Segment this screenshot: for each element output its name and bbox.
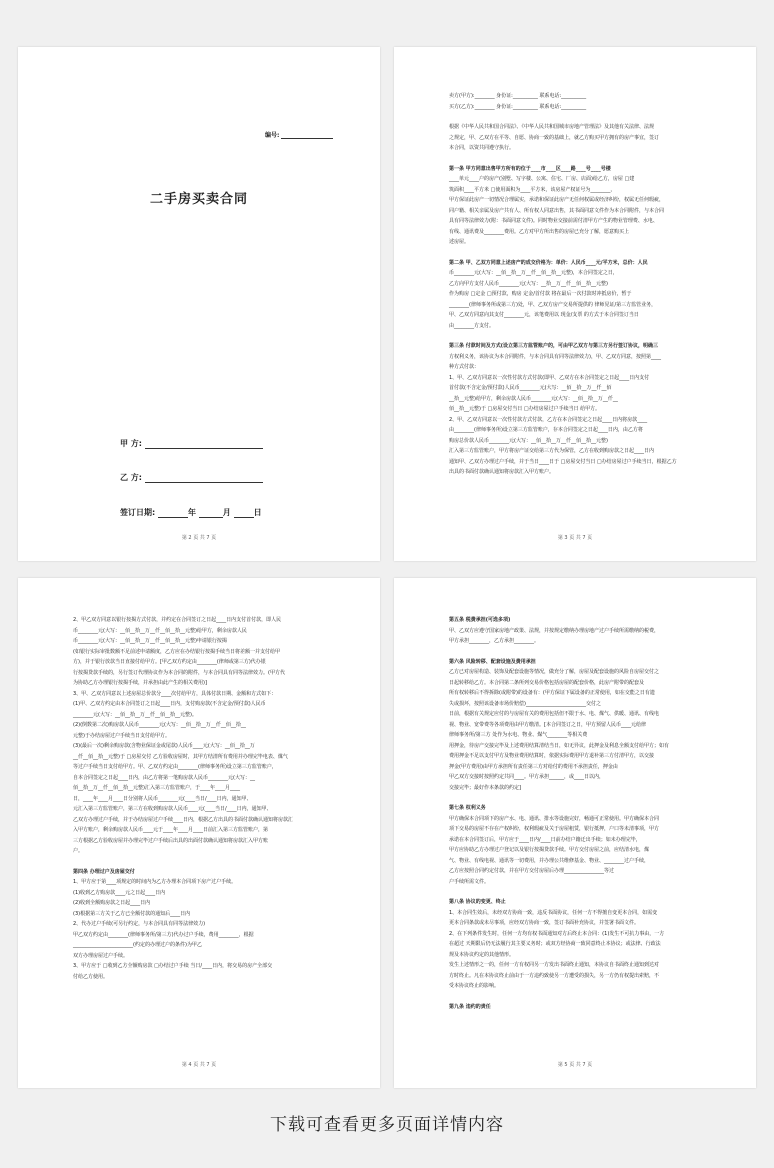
month-label: 月 bbox=[222, 508, 231, 517]
text-line: 由________(律师事务所)设立第三方监管账户，存本合同签定之日起____日内，由乙方将 bbox=[449, 427, 643, 433]
page-number: 第 2 页 共 7 页 bbox=[181, 535, 217, 541]
text-line: 日起转移给乙方。本合同第二条所列交易价格包括房屋的配套价格，此房产附带的配套及 bbox=[449, 679, 645, 686]
download-caption: 下载可查看更多页面详情内容 bbox=[270, 1115, 504, 1135]
contract-page-4 bbox=[18, 578, 380, 1088]
text-line: 同户籍、相关亲属及房产共有人、所有权人同意出售，其书面同意文件作为本合同附件，与本合同 bbox=[449, 207, 665, 214]
text-line: 乙双方办理过户手续，并于办结房屋过户手续____日内，根据乙方出具的书面付款确认通知将房款汇 bbox=[73, 816, 294, 823]
text-line: 第五条 税费承担(可选多项) bbox=[449, 617, 511, 623]
text-line: 具有同等法律效力(附：书面同意文件)。同时物业交接前需付清甲方产生的物业管理费、水电、 bbox=[449, 218, 658, 224]
text-line: 根据《中华人民共和国合同法》、《中华人民共和国城市房地产管理法》及其他有关法律、法规 bbox=[449, 124, 655, 130]
text-line: (如银行实际审批数额不足前述申请额度，乙方应在办结银行按揭手续当日将差额一并支付给甲 bbox=[73, 648, 280, 655]
text-line: 第九条 违约的责任 bbox=[449, 1003, 491, 1010]
contract-page-3 bbox=[394, 47, 756, 561]
text-line: 为协助乙方办理银行按揭手续，并承担由此产生的相关费用)] bbox=[73, 680, 207, 686]
contract-number-field bbox=[265, 130, 333, 139]
text-line: (3)(最后一次)剩余购房款(含物业保证金或尾款)人民币____元(大写：__佰__拾__万 bbox=[73, 743, 255, 749]
text-line: 甲方应协助乙方办理过户登记以及银行按揭贷款手续。甲方交付房屋之前，应结清水电，煤 bbox=[449, 847, 650, 853]
party-a-blank bbox=[145, 448, 263, 449]
text-line: 付给乙方使用。 bbox=[73, 973, 109, 980]
text-line: 种方式付款： bbox=[449, 364, 480, 370]
text-line: 受本协议终止的影响。 bbox=[449, 983, 500, 989]
text-line: 2、甲乙双方同意以银行按揭方式付款，并约定在合同签订之日起____日内支付首付款，即人民 bbox=[73, 617, 282, 623]
text-line: 乙方应按照合同约定付款，并在甲方交付房屋后办理________________等过 bbox=[449, 868, 615, 874]
text-line: 等过户手续当日支付给甲方。甲、乙双方约定由________(律师事务所)设立第三方监管账户， bbox=[73, 764, 277, 770]
paragraph-gap bbox=[449, 887, 701, 897]
page-text bbox=[449, 615, 701, 1012]
text-line: 佰__拾__元整)于 □房屋交付当日 □办结房屋过户手续当日 给甲方。 bbox=[449, 406, 601, 412]
paragraph-gap bbox=[449, 992, 701, 1002]
text-line: ________________________(约定的办理过户的条件)为甲乙 bbox=[73, 942, 202, 948]
text-line: (2)(倒数第二次)购房款人民币________元(大写：__佰__拾__万__仟__佰__拾__ bbox=[73, 722, 246, 728]
text-line: (2)收到全额购房款之日起____日内 bbox=[73, 900, 151, 906]
contract-number-blank bbox=[281, 138, 333, 139]
paragraph-gap bbox=[449, 331, 701, 341]
text-line: ________元(大写：__佰__拾__万__仟__佰__拾__元整)。 bbox=[73, 711, 197, 718]
text-line: 视、物业、宽带费等各项费用由甲方缴清。[本合同签订之日，甲方预留人民币____元给律 bbox=[449, 721, 646, 728]
text-line: 购房总价款人民币________元(大写：__佰__拾__万__仟__佰__拾__元整) bbox=[449, 437, 608, 444]
paragraph-gap bbox=[449, 154, 701, 164]
text-line: 述房屋。 bbox=[449, 239, 470, 245]
text-line: ________(律师事务所或第三方)处，甲、乙双方房产交易所提供的 律师见证/第三方监管业务， bbox=[449, 301, 657, 308]
text-line: (3)根据第三方关于乙方已全额付款的通知后____日内 bbox=[73, 910, 191, 917]
text-line: 作为购房 □定金 □预付款，购房 定金/首付款 将在最后一次付款时冲抵房价，暂于 bbox=[449, 291, 632, 297]
text-line: 双方办理房屋过户手续。 bbox=[73, 952, 129, 959]
paragraph-gap bbox=[449, 793, 701, 803]
party-b-blank bbox=[145, 482, 263, 483]
sign-date-label: 签订日期: bbox=[120, 508, 156, 517]
party-a-label: 甲 方: bbox=[120, 439, 142, 448]
page-text bbox=[449, 91, 701, 478]
month-blank bbox=[199, 517, 223, 518]
text-line: 3、甲方应于 □收到乙方全额购房款 □办结过户手续 当日/____日内，将交易的房产全部交 bbox=[73, 963, 273, 969]
text-line: 佰__拾__万__仟__佰__拾__元整)汇入第三方监管账户，于____年____月____ bbox=[73, 785, 240, 791]
text-line: 日，____年____月____日分别将人民币________元(____当日/____日内，通知甲、 bbox=[73, 795, 252, 802]
text-line: 在超过 天期限后仍无法履行其主要义务时；或双方经协商一致同意终止本协议；或法律、行政法 bbox=[449, 941, 661, 947]
text-line: 失或损坏，按照该设备市场价赔偿)________________________交付之 bbox=[449, 700, 601, 707]
text-line: 甲方承担________，乙方承担________。 bbox=[449, 638, 540, 644]
text-line: 第八条 协议的变更、终止 bbox=[449, 899, 506, 905]
document-title: 二手房买卖合同 bbox=[149, 192, 248, 207]
text-line: 本合同，以资共同遵守执行。 bbox=[449, 145, 515, 151]
text-line: 押金(甲方费用)由甲方承担所有责任第三方对给付的费用不承担责任，押金由 bbox=[449, 763, 618, 770]
party-a-field bbox=[120, 438, 263, 449]
text-line: 通知甲、乙双方办理过户手续，并于当日____日于 □房屋交付当日 □办结房屋过户手续当日，根据乙方 bbox=[449, 458, 677, 465]
text-line: 汇入第三方监管账户，甲方将房产证交给第三方代为保管，乙方在收到购房款之日起____日内 bbox=[449, 448, 655, 454]
paragraph-gap bbox=[73, 857, 325, 867]
day-label: 日 bbox=[253, 508, 262, 517]
text-line: 所有权转移后不得拆除(或附带)的设备有：(甲方保证下属设备的正常使用，如在交能之日有遗 bbox=[449, 690, 655, 696]
text-line: 户手续所需文件。 bbox=[449, 878, 490, 885]
cover-page bbox=[18, 47, 380, 561]
text-line: 方权利义务，该协议为本合同附件，与本合同具有同等法律效力)，甲、乙双方同意，按照第____ bbox=[449, 353, 661, 360]
paragraph-gap bbox=[449, 248, 701, 258]
text-line: 甲、乙双方应遵守国家房地产政策、法规，并按规定缴纳办理房地产过户手续所需缴纳的税费， bbox=[449, 627, 660, 634]
text-line: 1、甲、乙双方同意以一次性付款方式付款(即甲、乙双方在本合同签定之日起____日内支付 bbox=[449, 374, 650, 381]
text-line: 交接完毕；最好作本条款的约定] bbox=[449, 784, 521, 791]
text-line: 币________元(大写：__佰__拾__万__仟__佰__拾__元整)，本合同签定之日， bbox=[449, 270, 618, 276]
day-blank bbox=[234, 517, 254, 518]
text-line: 买方(乙方):________ 身份证:__________ 联系电话:__________ bbox=[449, 103, 587, 110]
text-line: 币________元(大写：__佰__拾__万__仟__佰__拾__元整)给甲方，剩余房款人民 bbox=[73, 627, 247, 634]
text-line: 之规定，甲、乙双方在平等、自愿、协商一致的基础上，就乙方购买甲方拥有的房产事宜，签订 bbox=[449, 134, 660, 141]
contract-number-label: 编号: bbox=[265, 132, 280, 139]
text-line: __仟__佰__拾__元整)于 □房屋交付 乙方验收房屋时，其甲方结清所有费用并办理完毕电表、煤气 bbox=[73, 753, 288, 760]
text-line: 甲乙双方交接时按照约定共同____。甲方承担______，或____日以内， bbox=[449, 774, 605, 780]
text-line: 甲方保证此房产一切情况合理属实，承诺和保证此房产无任何权属或经济纠纷，权属无任何瑕疵， bbox=[449, 197, 665, 203]
page-number: 第 4 页 共 7 页 bbox=[181, 1062, 217, 1068]
text-line: 第七条 权利义务 bbox=[449, 805, 486, 811]
text-line: 行按揭贷款手续的，另行签订代理协议作为本合同的附件，与本合同具有同等法律效力。(甲方代 bbox=[73, 669, 285, 676]
text-line: 3、甲、乙双方同意以上述房屋总价款分____次付给甲方，具体付款日期、金额和方式如下： bbox=[73, 690, 277, 697]
year-label: 年 bbox=[188, 508, 196, 517]
text-line: 元汇入第三方监管账户，第三方在收到购房款人民币____元(____当日/____日内，通知甲、 bbox=[73, 806, 272, 812]
text-line: 方)，并于银行放款当日直接付给甲方。[甲乙双方约定由________(律师或第三方)代办银 bbox=[73, 659, 266, 665]
text-line: 2、甲、乙双方同意以一次性付款方式付款，乙方在本合同签定之日起____日内将房款____ bbox=[449, 416, 648, 423]
text-line: 第六条 风险转移、配套设施及费用承担 bbox=[449, 658, 536, 665]
text-line: 第一条 甲方同意出售甲方所有的位于____市____区____路____号____号楼 bbox=[449, 165, 611, 172]
text-line: 入甲方账户，剩余购房款人民币____元于____年____月____日前汇入第三方监管账户，第 bbox=[73, 827, 269, 833]
text-line: 乙方已对房屋构造、装饰及配套设施等情况，做充分了解，房屋及配套设施的风险自房屋交付之 bbox=[449, 669, 660, 675]
text-line: 2、在下列条件发生时，任何一方均有权书面通知对方后终止本合同：(1)发生不可抗力事由，一方 bbox=[449, 930, 665, 937]
text-line: 项下交易的房屋不存在产权纠纷，权利瑕疵及关于房屋租赁，银行抵押，户口等未清事项，甲方 bbox=[449, 826, 660, 832]
text-line: 方时终止。凡在本协议终止前由于一方违约致使另一方遭受的损失，另一方仍有权提出索赔，不 bbox=[449, 972, 660, 979]
text-line: 由________方支付。 bbox=[449, 322, 495, 329]
text-line: 律师事务所/第三方 处作为水电、物业、煤气________等相关费 bbox=[449, 732, 588, 738]
text-line: 用押金，待房产交接完毕及上述费用结算清结当日，如无异议，此押金及利息全额支付给甲方；如有 bbox=[449, 742, 670, 749]
text-line: (1)甲、乙双方约定由本合同签订之日起____日内，支付购房款(不含定金/预付款)人民币 bbox=[73, 701, 266, 707]
text-line: 出具的书面付款确认通知将房款汇入甲方账户。 bbox=[449, 469, 555, 475]
text-line: 气、物业、有线电视、通讯等一切费用，并办理公共维修基金、物业、________过户手续， bbox=[449, 857, 650, 864]
party-b-label: 乙 方: bbox=[120, 473, 142, 482]
party-b-field bbox=[120, 472, 263, 483]
text-line: 三方根据乙方验收房屋并办理完毕过户手续后出具的出面付款确认通知将房款汇入甲方账 bbox=[73, 837, 269, 844]
sign-date-field bbox=[120, 507, 262, 518]
text-line: 甲、乙双方同意向其支付________元，该笔费用以 现金/支票 的方式于本合同签订当日 bbox=[449, 312, 639, 318]
text-line: 规及本协议约定的其他情形。 bbox=[449, 951, 515, 958]
text-line: 自本合同签定之日起____日内，由乙方将第一笔购房款人民币________元(大写：__ bbox=[73, 774, 255, 781]
page-text bbox=[73, 615, 325, 982]
page-number: 第 3 页 共 7 页 bbox=[557, 535, 593, 541]
paragraph-gap bbox=[449, 112, 701, 122]
text-line: 更本合同条款或未尽事项，应经双方协商一致，签订书面补充协议，并签署书面文件。 bbox=[449, 920, 640, 926]
text-line: 卖方(甲方):________ 身份证:__________ 联系电话:__________ bbox=[449, 93, 587, 99]
year-blank bbox=[158, 517, 188, 518]
text-line: 费用押金不足以支付甲方及物业费用结算时，依据实际费用甲方退补第三方付清甲方，以交接 bbox=[449, 753, 655, 759]
text-line: 2、代办过户手续(可另行约定，与本合同具有同等法律效力) bbox=[73, 921, 206, 927]
text-line: 有线、通讯费及________费用。乙方对甲方所出售的房屋已充分了解，愿意购买上 bbox=[449, 228, 630, 235]
text-line: 币________元(大写：__佰__拾__万__仟__佰__拾__元整)申请银行按揭 bbox=[73, 638, 227, 644]
contract-page-5 bbox=[394, 578, 756, 1088]
text-line: __拾__元整)给甲方，剩余房款人民币________元(大写：__佰__拾__万__仟__ bbox=[449, 395, 618, 402]
text-line: 甲乙双方约定由________(律师事务所/第三方)代办过户手续，费用________，根据 bbox=[73, 931, 254, 938]
text-line: 第三条 付款时间及方式(设立第三方监管账户的，可由甲乙双方与第三方另行签订协议，明确三 bbox=[449, 343, 659, 349]
text-line: 甲方确保本合同项下的房产水、电、通讯、排水等设施完好，畅通可正常使用。甲方确保本合同 bbox=[449, 815, 660, 822]
text-line: 户。 bbox=[73, 848, 84, 854]
text-line: ____单元____户的房产(别墅、写字楼、公寓、住宅、厂房、店面)给乙方，房屋 □建 bbox=[449, 176, 635, 182]
text-line: 乙方向甲方支付人民币________元(大写：__拾__万__仟__佰__拾__元整) bbox=[449, 280, 608, 287]
page-number: 第 5 页 共 7 页 bbox=[557, 1062, 593, 1068]
text-line: 1、本合同生效后，未经双方协商一致，违反书面协议，任何一方不得擅自变更本合同，如需变 bbox=[449, 909, 658, 916]
text-line: 第二条 甲、乙双方同意上述房产的成交价格为：单价：人民币____元/平方米，总价：人民 bbox=[449, 259, 648, 266]
paragraph-gap bbox=[449, 647, 701, 657]
text-line: 第四条 办理过户及房屋交付 bbox=[73, 868, 135, 875]
text-line: 发生上述情形之一的，任何一方有权同另一方发出书面终止通知，本协议自书面终止通知到达对 bbox=[449, 962, 660, 968]
text-line: 日前，根据有关规定应付的与房屋有关的费用包括但不限于水、电、煤气、供暖、通讯、有线电 bbox=[449, 711, 660, 717]
text-line: 筑面积____平方米 □使用面积为____平方米，该房屋产权证号为________， bbox=[449, 186, 616, 193]
text-line: 承诺在本合同签订后，甲方应于____日内/____日前办结户籍迁出手续；如未办理完毕， bbox=[449, 836, 641, 843]
text-line: 1、甲方应于第____项规定的时间内为乙方办理本合同项下房产过户手续。 bbox=[73, 879, 237, 885]
text-line: 首付款(不含定金/预付款)人民币________元(大写：__佰__拾__万__仟__佰 bbox=[449, 385, 612, 391]
text-line: (1)收到乙方购房款____元之日起____日内 bbox=[73, 889, 166, 896]
text-line: 元整)于办结房屋过户手续当日支付给甲方。 bbox=[73, 732, 170, 739]
